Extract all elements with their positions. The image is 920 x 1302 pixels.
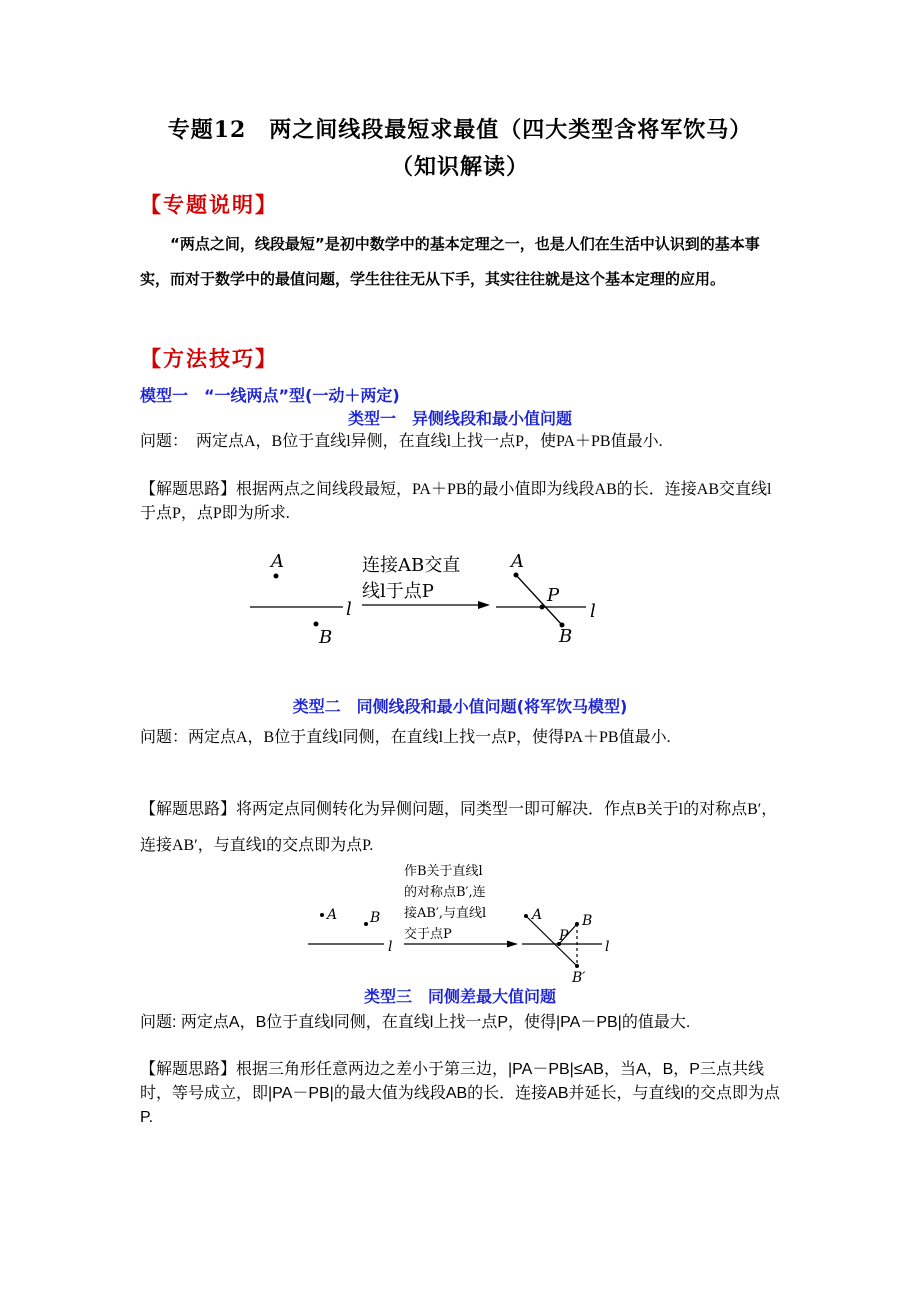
type-three-solution: 【解题思路】根据三角形任意两边之差小于第三边，|PA－PB|≤AB，当A，B，P三点共线时，等号成立，即|PA－PB|的最大值为线段AB的长．连接AB并延长，与直线l的交点即为点P. — [140, 1061, 781, 1126]
label-p: P — [559, 928, 569, 944]
segment-ab-prime — [526, 916, 577, 966]
point-b-prime-dot — [575, 964, 579, 968]
point-b-dot — [364, 922, 368, 926]
label-a: A — [271, 551, 284, 572]
type-two-heading: 类型二 同侧线段和最小值问题(将军饮马模型) — [292, 697, 628, 716]
type-two-figure — [300, 856, 620, 986]
arrow-head-icon — [507, 941, 518, 948]
model-one-heading: 模型一 “一线两点”型(一动＋两定) — [140, 386, 400, 405]
label-l-right: l — [605, 939, 610, 955]
arrow-text-line4: 交于点P — [404, 927, 452, 942]
type-one-solution: 【解题思路】根据两点之间线段最短，PA＋PB的最小值即为线段AB的长．连接AB交直线l 于点P，点P即为所求. — [140, 481, 788, 522]
arrow-text-line2: 线l于点P — [362, 581, 434, 602]
type-three-heading: 类型三 同侧差最大值问题 — [363, 987, 556, 1006]
label-l-left: l — [388, 939, 393, 955]
type-two-solution: 【解题思路】将两定点同侧转化为异侧问题，同类型一即可解决．作点B关于l的对称点B′，连接AB′，与直线l的交点即为点P. — [140, 801, 778, 854]
label-b-right: B — [582, 913, 593, 929]
point-p-dot — [540, 605, 545, 610]
point-a-dot — [274, 574, 279, 579]
label-l-left: l — [346, 599, 352, 620]
arrow-text-line1: 作B关于直线l — [404, 864, 483, 879]
type-three-problem: 问题: 两定点A，B位于直线l同侧，在直线l上找一点P，使得|PA－PB|的值最大. — [140, 1014, 691, 1031]
label-l-right: l — [590, 601, 596, 622]
page-subtitle: （知识解读） — [390, 154, 529, 180]
type-one-figure — [240, 545, 620, 650]
label-a-right: A — [511, 551, 524, 572]
intro-paragraph: “两点之间，线段最短”是初中数学中的基本定理之一，也是人们在生活中认识到的基本事实，而对于数学中的最值问题，学生往往无从下手，其实往往就是这个基本定理的应用。 — [140, 235, 760, 288]
label-b-right: B — [559, 626, 573, 647]
label-p: P — [547, 585, 560, 606]
point-a-dot — [320, 913, 324, 917]
label-b: B — [319, 627, 333, 648]
label-b-prime: B′ — [572, 970, 586, 986]
label-a: A — [327, 907, 338, 923]
type-one-problem: 问题： 两定点A，B位于直线l异侧，在直线l上找一点P，使PA＋PB值最小. — [140, 433, 663, 450]
label-b: B — [370, 910, 381, 926]
arrow-text-line3: 接AB′,与直线l — [404, 906, 487, 921]
label-a-right: A — [532, 907, 543, 923]
point-b-dot — [314, 622, 319, 627]
arrow-text-line1: 连接AB交直 — [362, 555, 461, 576]
section-heading-intro: 【专题说明】 — [140, 192, 278, 217]
arrow-head-icon — [478, 601, 490, 609]
point-b-right-dot — [575, 922, 579, 926]
type-one-heading: 类型一 异侧线段和最小值问题 — [347, 409, 572, 428]
arrow-text-line2: 的对称点B′,连 — [404, 885, 486, 900]
type-two-problem: 问题：两定点A，B位于直线l同侧，在直线l上找一点P，使得PA＋PB值最小. — [140, 729, 671, 746]
section-heading-methods: 【方法技巧】 — [140, 346, 278, 371]
page-title: 专题12 两之间线段最短求最值（四大类型含将军饮马） — [167, 117, 753, 143]
